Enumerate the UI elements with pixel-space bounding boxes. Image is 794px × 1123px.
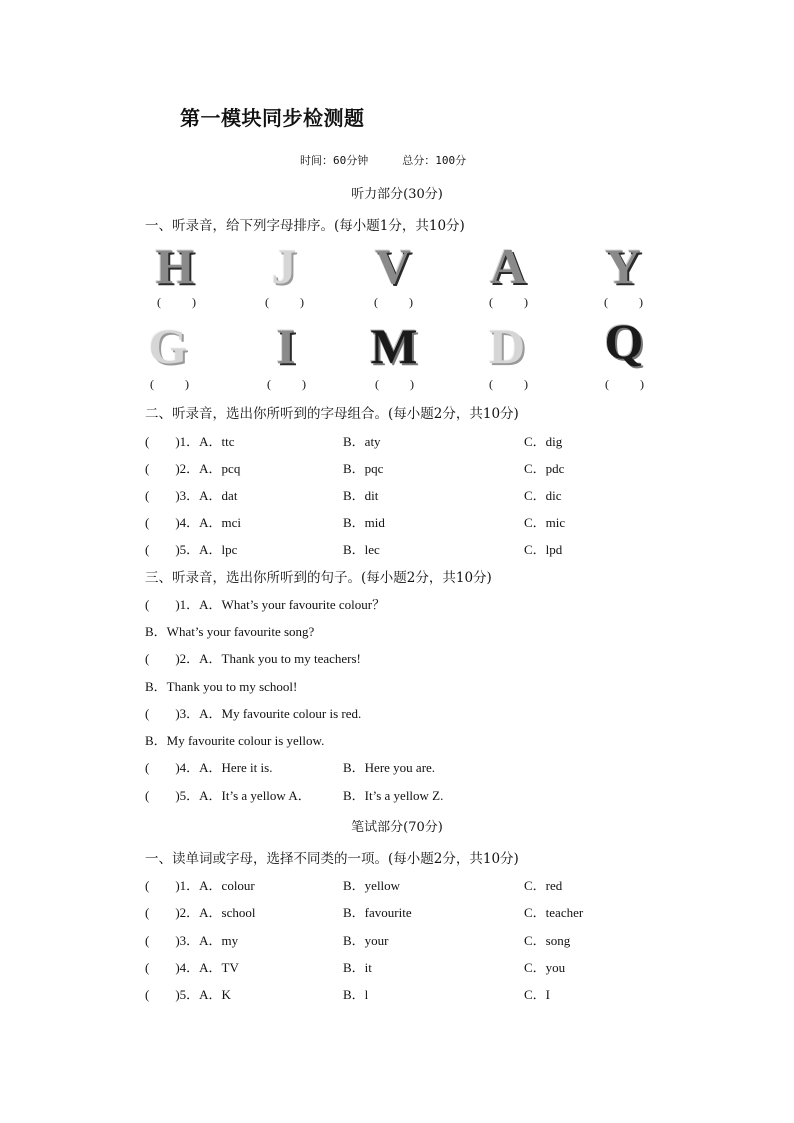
- question-option-b: B．dit: [343, 488, 379, 503]
- question-option-c: C．lpd: [524, 542, 563, 557]
- question-option-a: ( )3．A．dat: [145, 488, 238, 503]
- answer-blank[interactable]: ( ): [489, 295, 542, 309]
- question-option-b: B．favourite: [343, 905, 412, 920]
- question-option-a: ( )4．A．Here it is.: [145, 760, 273, 775]
- answer-blank[interactable]: ( ): [157, 295, 210, 309]
- question-option-b: B．Here you are.: [343, 760, 436, 775]
- question-option-a: ( )5．A．lpc: [145, 542, 238, 557]
- question-option-c: C．song: [524, 933, 571, 948]
- question-option-c: C．I: [524, 987, 551, 1002]
- letter-d-image: D: [488, 318, 526, 374]
- question-option-b: B．mid: [343, 515, 385, 530]
- letter-i-image: I: [276, 318, 296, 374]
- answer-blank[interactable]: ( ): [374, 295, 427, 309]
- letter-q-image: Q: [604, 313, 644, 369]
- exam-meta: [300, 152, 466, 168]
- total-score: 总分：100分: [402, 154, 467, 167]
- part2-heading: 二、听录音，选出你所听到的字母组合。(每小题2分，共10分): [145, 406, 519, 422]
- question-option-b: B．aty: [343, 434, 381, 449]
- answer-blank[interactable]: ( ): [605, 377, 658, 391]
- listening-section-header: 听力部分(30分): [351, 187, 443, 202]
- answer-blank[interactable]: ( ): [150, 377, 203, 391]
- answer-blank[interactable]: ( ): [267, 377, 320, 391]
- question-line: ( )1．A．What’s your favourite colour？: [145, 597, 386, 612]
- question-option-c: C．red: [524, 878, 563, 893]
- question-option-b: B．your: [343, 933, 389, 948]
- question-line: ( )3．A．My favourite colour is red.: [145, 706, 362, 721]
- part1-heading: 一、听录音，给下列字母排序。(每小题1分，共10分): [145, 218, 465, 234]
- question-option-a: ( )1．A．ttc: [145, 434, 235, 449]
- question-option-c: C．dig: [524, 434, 563, 449]
- answer-blank[interactable]: ( ): [604, 295, 657, 309]
- question-line: ( )2．A．Thank you to my teachers!: [145, 651, 361, 666]
- question-option-a: ( )4．A．TV: [145, 960, 239, 975]
- question-option-a: ( )5．A．K: [145, 987, 231, 1002]
- question-option-b: B．lec: [343, 542, 380, 557]
- letter-a-image: A: [489, 238, 527, 294]
- question-option-a: ( )5．A．It’s a yellow A．: [145, 788, 311, 803]
- answer-blank[interactable]: ( ): [375, 377, 428, 391]
- question-option-c: C．you: [524, 960, 566, 975]
- question-option-a: ( )1．A．colour: [145, 878, 255, 893]
- writing-section-header: 笔试部分(70分): [351, 820, 443, 835]
- question-option-a: ( )2．A．pcq: [145, 461, 241, 476]
- part4-heading: 一、读单词或字母，选择不同类的一项。(每小题2分，共10分): [145, 851, 519, 867]
- letter-v-image: V: [374, 238, 412, 294]
- question-option-b: B．pqc: [343, 461, 384, 476]
- letter-m-image: M: [370, 318, 418, 374]
- time-limit: 时间：60分钟: [300, 154, 369, 167]
- question-option-c: C．teacher: [524, 905, 584, 920]
- question-line: B．Thank you to my school!: [145, 679, 298, 694]
- question-option-c: C．dic: [524, 488, 562, 503]
- question-option-b: B．it: [343, 960, 372, 975]
- question-option-c: C．pdc: [524, 461, 565, 476]
- question-line: B．My favourite colour is yellow.: [145, 733, 325, 748]
- part3-heading: 三、听录音，选出你所听到的句子。(每小题2分，共10分): [145, 570, 492, 586]
- letter-g-image: G: [148, 318, 188, 374]
- question-option-a: ( )4．A．mci: [145, 515, 242, 530]
- letter-h-image: H: [155, 238, 195, 294]
- letter-y-image: Y: [604, 238, 642, 294]
- question-option-b: B．yellow: [343, 878, 401, 893]
- answer-blank[interactable]: ( ): [265, 295, 318, 309]
- question-option-b: B．l: [343, 987, 369, 1002]
- letter-j-image: J: [271, 238, 297, 294]
- answer-blank[interactable]: ( ): [489, 377, 542, 391]
- question-option-b: B．It’s a yellow Z.: [343, 788, 444, 803]
- question-option-a: ( )3．A．my: [145, 933, 239, 948]
- page-title: 第一模块同步检测题: [180, 106, 365, 130]
- question-line: B．What’s your favourite song?: [145, 624, 315, 639]
- question-option-a: ( )2．A．school: [145, 905, 256, 920]
- question-option-c: C．mic: [524, 515, 566, 530]
